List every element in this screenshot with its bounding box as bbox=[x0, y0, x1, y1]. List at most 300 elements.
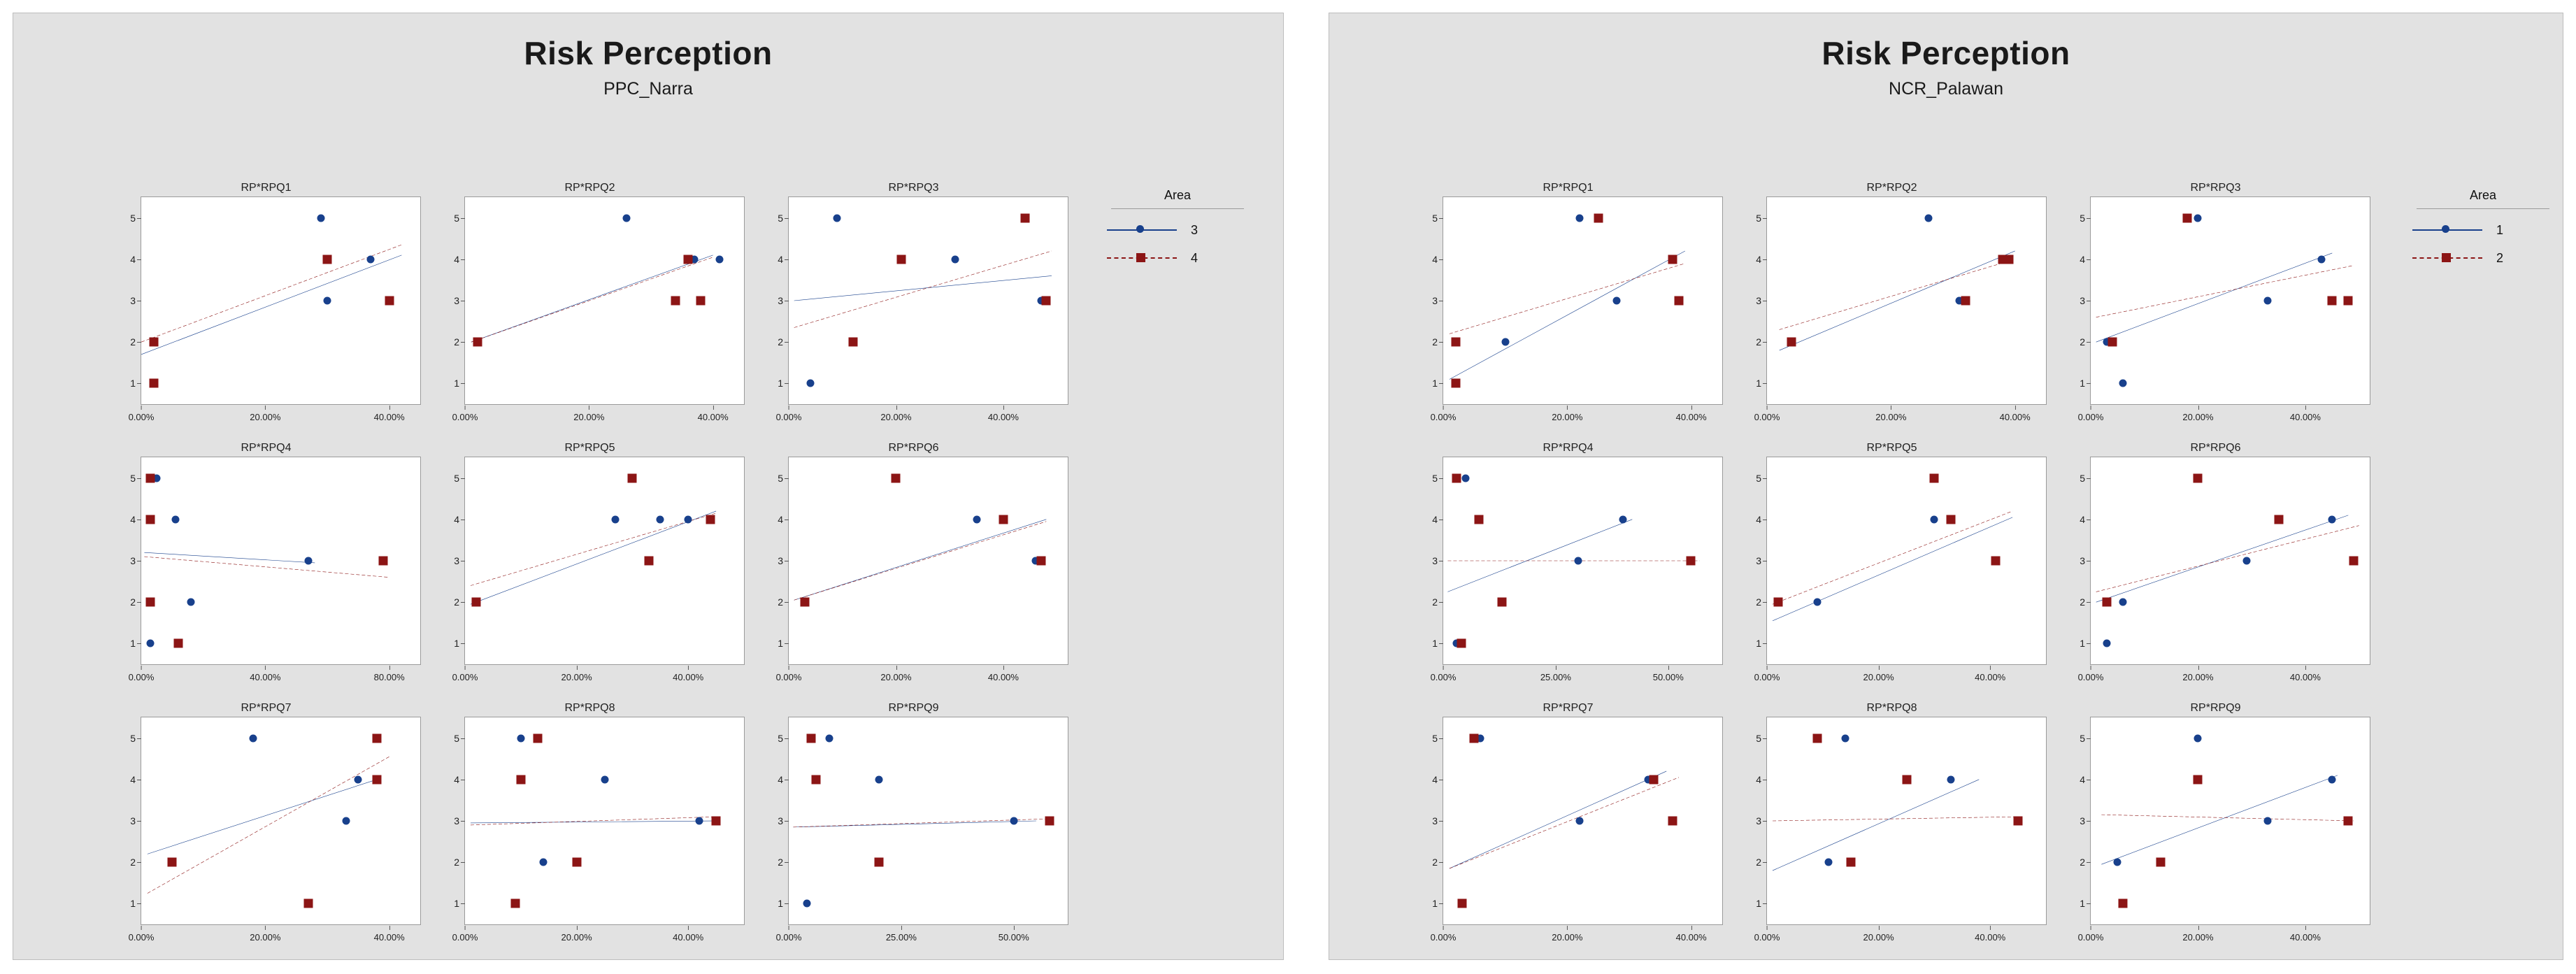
data-point bbox=[2344, 817, 2353, 826]
y-axis-tick-label: 1 bbox=[117, 638, 136, 649]
subplot-title: RP*RPQ2 bbox=[564, 182, 615, 194]
data-point bbox=[2328, 775, 2336, 783]
data-point bbox=[1576, 817, 1584, 825]
y-axis-tick-label: 2 bbox=[1743, 596, 1761, 608]
y-axis-tick-label: 1 bbox=[1743, 638, 1761, 649]
data-point bbox=[1961, 296, 1970, 306]
x-axis-tick-label: 25.00% bbox=[886, 932, 917, 943]
x-axis-tick-label: 0.00% bbox=[1754, 412, 1780, 422]
data-point bbox=[628, 473, 637, 482]
legend-divider bbox=[2417, 208, 2549, 209]
data-point bbox=[1668, 255, 1677, 264]
data-point bbox=[149, 379, 158, 388]
data-point bbox=[249, 734, 257, 742]
subplot-rp-rpq6 bbox=[752, 441, 1075, 694]
legend-item bbox=[1104, 216, 1251, 244]
plot-area bbox=[775, 457, 1068, 682]
y-axis-tick-label: 4 bbox=[1419, 254, 1438, 265]
x-axis-tick-label: 20.00% bbox=[1875, 412, 1906, 422]
data-point bbox=[2119, 899, 2128, 908]
x-axis-tick-label: 20.00% bbox=[2182, 672, 2213, 682]
subplot-rp-rpq7 bbox=[104, 701, 428, 954]
data-point bbox=[2103, 640, 2111, 647]
legend-item-label: 2 bbox=[2496, 250, 2504, 265]
y-axis-tick-label: 1 bbox=[765, 378, 783, 389]
x-axis-tick-label: 20.00% bbox=[573, 412, 604, 422]
chart-row bbox=[104, 181, 1076, 434]
data-point bbox=[1045, 817, 1054, 826]
data-point bbox=[803, 900, 810, 908]
plot-area bbox=[775, 196, 1068, 422]
data-point bbox=[1787, 338, 1796, 347]
x-axis-tick-label: 0.00% bbox=[776, 932, 802, 943]
data-point bbox=[1497, 598, 1506, 607]
x-axis-tick-label: 0.00% bbox=[129, 672, 155, 682]
y-axis-tick-label: 3 bbox=[117, 295, 136, 306]
data-point bbox=[1924, 214, 1932, 222]
subplot-rp-rpq3 bbox=[752, 181, 1075, 434]
x-axis-tick-label: 0.00% bbox=[452, 412, 478, 422]
subplot-rp-rpq5 bbox=[428, 441, 752, 694]
subplot-rp-rpq2 bbox=[428, 181, 752, 434]
data-point bbox=[1812, 733, 1822, 743]
data-point bbox=[849, 338, 858, 347]
y-axis-tick-label: 5 bbox=[441, 733, 459, 744]
y-axis-tick-label: 4 bbox=[2067, 774, 2085, 785]
x-axis-tick-label: 0.00% bbox=[129, 412, 155, 422]
data-point bbox=[2194, 734, 2202, 742]
data-point bbox=[706, 515, 715, 524]
x-axis-tick-label: 20.00% bbox=[1552, 412, 1582, 422]
plot-area bbox=[128, 717, 421, 943]
x-axis-tick-label: 20.00% bbox=[880, 412, 911, 422]
x-axis-tick-label: 40.00% bbox=[1975, 672, 2005, 682]
y-axis-tick-label: 4 bbox=[1419, 774, 1438, 785]
data-point bbox=[973, 515, 980, 523]
subplot-title: RP*RPQ9 bbox=[2190, 702, 2241, 714]
y-axis-tick-label: 2 bbox=[1743, 857, 1761, 868]
y-axis-tick-label: 5 bbox=[117, 473, 136, 484]
data-point bbox=[1452, 473, 1461, 482]
data-point bbox=[516, 775, 525, 784]
legend-symbol-dashed-square bbox=[1104, 251, 1181, 265]
data-point bbox=[1475, 515, 1484, 524]
y-axis-tick-label: 3 bbox=[1419, 815, 1438, 826]
data-point bbox=[2194, 214, 2202, 222]
data-point bbox=[517, 734, 524, 742]
x-axis-tick-label: 0.00% bbox=[1431, 412, 1457, 422]
data-point bbox=[1594, 213, 1603, 222]
y-axis-tick-label: 1 bbox=[441, 898, 459, 909]
data-point bbox=[1674, 296, 1683, 306]
data-point bbox=[1470, 733, 1479, 743]
y-axis-tick-label: 4 bbox=[117, 514, 136, 525]
subplot-title: RP*RPQ5 bbox=[564, 442, 615, 454]
data-point bbox=[2114, 859, 2121, 866]
fit-lines bbox=[141, 197, 420, 404]
plot-area bbox=[1754, 196, 2047, 422]
subplot-rp-rpq4 bbox=[104, 441, 428, 694]
data-point bbox=[712, 817, 721, 826]
page-title-left: Risk Perception bbox=[524, 35, 773, 71]
y-axis-tick-label: 3 bbox=[441, 555, 459, 566]
subplot-title: RP*RPQ7 bbox=[1543, 702, 1594, 714]
page-title-right: Risk Perception bbox=[1822, 35, 2070, 71]
data-point bbox=[1020, 213, 1029, 222]
data-point bbox=[372, 733, 381, 743]
subplot-title: RP*RPQ3 bbox=[2190, 182, 2241, 194]
x-axis-tick-label: 20.00% bbox=[1552, 932, 1582, 943]
data-point bbox=[2328, 296, 2337, 306]
plot-area bbox=[452, 457, 745, 682]
plot-area bbox=[452, 196, 745, 422]
legend-divider bbox=[1111, 208, 1244, 209]
y-axis-tick-label: 5 bbox=[117, 213, 136, 224]
y-axis-tick-label: 4 bbox=[117, 774, 136, 785]
y-axis-tick-label: 1 bbox=[1419, 898, 1438, 909]
y-axis-tick-label: 2 bbox=[117, 596, 136, 608]
data-point bbox=[322, 255, 331, 264]
y-axis-tick-label: 3 bbox=[441, 815, 459, 826]
y-axis-tick-label: 1 bbox=[1419, 378, 1438, 389]
data-point bbox=[2103, 598, 2112, 607]
y-axis-tick-label: 4 bbox=[765, 254, 783, 265]
x-axis-tick-label: 40.00% bbox=[673, 932, 703, 943]
x-axis-tick-label: 0.00% bbox=[776, 412, 802, 422]
data-point bbox=[1457, 899, 1466, 908]
plot-area bbox=[128, 196, 421, 422]
data-point bbox=[696, 817, 703, 825]
x-axis-tick-label: 20.00% bbox=[2182, 412, 2213, 422]
subplot-rp-rpq3 bbox=[2054, 181, 2377, 434]
y-axis-tick-label: 2 bbox=[2067, 596, 2085, 608]
data-point bbox=[2119, 599, 2127, 606]
data-point bbox=[1813, 599, 1821, 606]
y-axis-tick-label: 5 bbox=[1743, 473, 1761, 484]
data-point bbox=[1998, 255, 2007, 264]
fit-lines bbox=[141, 717, 420, 924]
y-axis-tick-label: 3 bbox=[1743, 295, 1761, 306]
fit-lines bbox=[1443, 457, 1722, 664]
fit-lines bbox=[1767, 457, 2046, 664]
x-axis-tick-label: 0.00% bbox=[2078, 672, 2104, 682]
plot-area bbox=[2077, 717, 2370, 943]
fit-lines bbox=[789, 717, 1068, 924]
y-axis-tick-label: 3 bbox=[1743, 815, 1761, 826]
data-point bbox=[1930, 473, 1939, 482]
y-axis-tick-label: 2 bbox=[1419, 857, 1438, 868]
small-multiples-grid-right bbox=[1406, 181, 2378, 945]
y-axis-tick-label: 5 bbox=[1743, 213, 1761, 224]
data-point bbox=[999, 515, 1008, 524]
y-axis-tick-label: 3 bbox=[765, 815, 783, 826]
data-point bbox=[146, 515, 155, 524]
data-point bbox=[1042, 296, 1051, 306]
x-axis-tick-label: 0.00% bbox=[1754, 932, 1780, 943]
data-point bbox=[2264, 817, 2272, 825]
y-axis-tick-label: 5 bbox=[1419, 213, 1438, 224]
data-point bbox=[2328, 515, 2336, 523]
y-axis-tick-label: 4 bbox=[765, 514, 783, 525]
legend-item bbox=[2410, 244, 2556, 272]
plot-area bbox=[2077, 196, 2370, 422]
x-axis-tick-label: 20.00% bbox=[561, 932, 592, 943]
y-axis-tick-label: 3 bbox=[1743, 555, 1761, 566]
data-point bbox=[897, 255, 906, 264]
legend-item bbox=[1104, 244, 1251, 272]
x-axis-tick-label: 40.00% bbox=[2290, 412, 2321, 422]
subplot-rp-rpq9 bbox=[2054, 701, 2377, 954]
x-axis-tick-label: 40.00% bbox=[988, 412, 1019, 422]
subplot-rp-rpq7 bbox=[1406, 701, 1730, 954]
x-axis-tick-label: 20.00% bbox=[250, 412, 280, 422]
data-point bbox=[2108, 338, 2117, 347]
x-axis-tick-label: 0.00% bbox=[2078, 932, 2104, 943]
data-point bbox=[874, 858, 883, 867]
plot-area bbox=[1430, 196, 1723, 422]
fit-lines bbox=[789, 457, 1068, 664]
subplot-rp-rpq1 bbox=[1406, 181, 1730, 434]
chart-panel-ncr-palawan bbox=[1329, 13, 2563, 960]
x-axis-tick-label: 40.00% bbox=[1975, 932, 2005, 943]
subplot-title: RP*RPQ2 bbox=[1866, 182, 1917, 194]
y-axis-tick-label: 2 bbox=[765, 857, 783, 868]
subplot-title: RP*RPQ7 bbox=[241, 702, 292, 714]
data-point bbox=[1931, 515, 1938, 523]
x-axis-tick-label: 0.00% bbox=[2078, 412, 2104, 422]
fit-lines bbox=[2091, 457, 2370, 664]
data-point bbox=[1576, 214, 1584, 222]
subplot-rp-rpq1 bbox=[104, 181, 428, 434]
y-axis-tick-label: 5 bbox=[765, 473, 783, 484]
y-axis-tick-label: 2 bbox=[765, 336, 783, 348]
data-point bbox=[1902, 775, 1911, 784]
data-point bbox=[875, 775, 882, 783]
data-point bbox=[305, 557, 313, 565]
y-axis-tick-label: 5 bbox=[441, 213, 459, 224]
subplot-title: RP*RPQ3 bbox=[888, 182, 939, 194]
data-point bbox=[471, 598, 480, 607]
x-axis-tick-label: 0.00% bbox=[129, 932, 155, 943]
data-point bbox=[807, 733, 816, 743]
subplot-title: RP*RPQ1 bbox=[241, 182, 292, 194]
y-axis-tick-label: 5 bbox=[1419, 733, 1438, 744]
data-point bbox=[951, 255, 959, 263]
y-axis-tick-label: 2 bbox=[441, 857, 459, 868]
legend-title-left: Area bbox=[1164, 188, 1192, 202]
chart-row bbox=[1406, 181, 2378, 434]
x-axis-tick-label: 50.00% bbox=[999, 932, 1029, 943]
data-point bbox=[622, 214, 630, 222]
y-axis-tick-label: 3 bbox=[117, 815, 136, 826]
data-point bbox=[2119, 380, 2127, 387]
y-axis-tick-label: 2 bbox=[1419, 596, 1438, 608]
plot-area bbox=[2077, 457, 2370, 682]
y-axis-tick-label: 3 bbox=[765, 555, 783, 566]
data-point bbox=[1824, 859, 1832, 866]
data-point bbox=[187, 599, 194, 606]
data-point bbox=[1010, 817, 1017, 825]
y-axis-tick-label: 4 bbox=[441, 514, 459, 525]
x-axis-tick-label: 40.00% bbox=[1676, 932, 1707, 943]
x-axis-tick-label: 40.00% bbox=[1676, 412, 1707, 422]
data-point bbox=[2183, 213, 2192, 222]
data-point bbox=[1686, 557, 1695, 566]
x-axis-tick-label: 50.00% bbox=[1653, 672, 1684, 682]
x-axis-tick-label: 0.00% bbox=[1754, 672, 1780, 682]
chart-row bbox=[1406, 441, 2378, 694]
subplot-title: RP*RPQ6 bbox=[2190, 442, 2241, 454]
subplot-rp-rpq2 bbox=[1730, 181, 2054, 434]
y-axis-tick-label: 1 bbox=[441, 638, 459, 649]
y-axis-tick-label: 4 bbox=[1743, 774, 1761, 785]
page-subtitle-left: PPC_Narra bbox=[603, 79, 693, 99]
legend-right bbox=[2410, 188, 2556, 272]
data-point bbox=[685, 515, 692, 523]
y-axis-tick-label: 5 bbox=[2067, 733, 2085, 744]
data-point bbox=[304, 899, 313, 908]
y-axis-tick-label: 4 bbox=[117, 254, 136, 265]
x-axis-tick-label: 40.00% bbox=[988, 672, 1019, 682]
data-point bbox=[1575, 557, 1582, 565]
data-point bbox=[510, 899, 520, 908]
data-point bbox=[147, 640, 155, 647]
y-axis-tick-label: 1 bbox=[117, 378, 136, 389]
data-point bbox=[601, 775, 608, 783]
y-axis-tick-label: 4 bbox=[1743, 514, 1761, 525]
y-axis-tick-label: 5 bbox=[1419, 473, 1438, 484]
data-point bbox=[1462, 474, 1470, 482]
y-axis-tick-label: 2 bbox=[117, 857, 136, 868]
data-point bbox=[342, 817, 350, 825]
data-point bbox=[671, 296, 680, 306]
fit-lines bbox=[789, 197, 1068, 404]
y-axis-tick-label: 2 bbox=[2067, 857, 2085, 868]
y-axis-tick-label: 5 bbox=[441, 473, 459, 484]
data-point bbox=[1846, 858, 1855, 867]
data-point bbox=[811, 775, 820, 784]
x-axis-tick-label: 20.00% bbox=[250, 932, 280, 943]
data-point bbox=[612, 515, 620, 523]
data-point bbox=[372, 775, 381, 784]
y-axis-tick-label: 3 bbox=[1419, 555, 1438, 566]
y-axis-tick-label: 3 bbox=[2067, 295, 2085, 306]
data-point bbox=[1613, 297, 1621, 305]
data-point bbox=[385, 296, 394, 306]
plot-area bbox=[1430, 457, 1723, 682]
legend-item-label: 3 bbox=[1191, 222, 1198, 237]
data-point bbox=[171, 515, 179, 523]
y-axis-tick-label: 2 bbox=[765, 596, 783, 608]
fit-lines bbox=[465, 457, 744, 664]
y-axis-tick-label: 4 bbox=[2067, 254, 2085, 265]
subplot-title: RP*RPQ1 bbox=[1543, 182, 1594, 194]
x-axis-tick-label: 0.00% bbox=[776, 672, 802, 682]
data-point bbox=[168, 858, 177, 867]
y-axis-tick-label: 3 bbox=[2067, 815, 2085, 826]
data-point bbox=[801, 598, 810, 607]
y-axis-tick-label: 1 bbox=[117, 898, 136, 909]
data-point bbox=[1501, 338, 1509, 346]
data-point bbox=[317, 214, 325, 222]
y-axis-tick-label: 3 bbox=[1419, 295, 1438, 306]
legend-symbol-solid-circle bbox=[1104, 223, 1181, 237]
x-axis-tick-label: 40.00% bbox=[2000, 412, 2031, 422]
chart-row bbox=[104, 441, 1076, 694]
y-axis-tick-label: 2 bbox=[1419, 336, 1438, 348]
x-axis-tick-label: 0.00% bbox=[1431, 932, 1457, 943]
subplot-title: RP*RPQ8 bbox=[1866, 702, 1917, 714]
y-axis-tick-label: 2 bbox=[1743, 336, 1761, 348]
fit-lines bbox=[2091, 717, 2370, 924]
subplot-rp-rpq9 bbox=[752, 701, 1075, 954]
data-point bbox=[323, 297, 331, 305]
data-point bbox=[2264, 297, 2272, 305]
y-axis-tick-label: 5 bbox=[2067, 213, 2085, 224]
subplot-title: RP*RPQ8 bbox=[564, 702, 615, 714]
chart-row bbox=[1406, 701, 2378, 954]
plot-area bbox=[1754, 457, 2047, 682]
subplot-title: RP*RPQ9 bbox=[888, 702, 939, 714]
data-point bbox=[1991, 557, 2001, 566]
x-axis-tick-label: 40.00% bbox=[673, 672, 703, 682]
y-axis-tick-label: 1 bbox=[2067, 898, 2085, 909]
y-axis-tick-label: 3 bbox=[117, 555, 136, 566]
chart-row bbox=[104, 701, 1076, 954]
subplot-title: RP*RPQ5 bbox=[1866, 442, 1917, 454]
legend-symbol-dashed-square bbox=[2410, 251, 2486, 265]
data-point bbox=[825, 734, 833, 742]
legend-item-label: 4 bbox=[1191, 250, 1198, 265]
y-axis-tick-label: 2 bbox=[117, 336, 136, 348]
subplot-rp-rpq5 bbox=[1730, 441, 2054, 694]
data-point bbox=[1947, 775, 1955, 783]
data-point bbox=[355, 775, 362, 783]
data-point bbox=[1841, 734, 1849, 742]
subplot-rp-rpq8 bbox=[428, 701, 752, 954]
data-point bbox=[1947, 515, 1956, 524]
data-point bbox=[892, 473, 901, 482]
y-axis-tick-label: 5 bbox=[1743, 733, 1761, 744]
y-axis-tick-label: 1 bbox=[765, 898, 783, 909]
y-axis-tick-label: 4 bbox=[1743, 254, 1761, 265]
plot-area bbox=[1754, 717, 2047, 943]
data-point bbox=[1668, 817, 1677, 826]
data-point bbox=[1451, 338, 1460, 347]
data-point bbox=[2274, 515, 2283, 524]
x-axis-tick-label: 20.00% bbox=[2182, 932, 2213, 943]
legend-title-right: Area bbox=[2469, 188, 2497, 202]
subplot-title: RP*RPQ6 bbox=[888, 442, 939, 454]
data-point bbox=[2317, 255, 2325, 263]
y-axis-tick-label: 3 bbox=[2067, 555, 2085, 566]
data-point bbox=[2242, 557, 2250, 565]
data-point bbox=[146, 598, 155, 607]
y-axis-tick-label: 4 bbox=[441, 254, 459, 265]
y-axis-tick-label: 1 bbox=[1743, 378, 1761, 389]
y-axis-tick-label: 4 bbox=[765, 774, 783, 785]
data-point bbox=[2349, 557, 2358, 566]
y-axis-tick-label: 5 bbox=[117, 733, 136, 744]
y-axis-tick-label: 2 bbox=[441, 336, 459, 348]
y-axis-tick-label: 1 bbox=[765, 638, 783, 649]
y-axis-tick-label: 1 bbox=[1743, 898, 1761, 909]
data-point bbox=[806, 380, 814, 387]
data-point bbox=[657, 515, 664, 523]
plot-area bbox=[775, 717, 1068, 943]
data-point bbox=[367, 255, 375, 263]
y-axis-tick-label: 5 bbox=[765, 213, 783, 224]
